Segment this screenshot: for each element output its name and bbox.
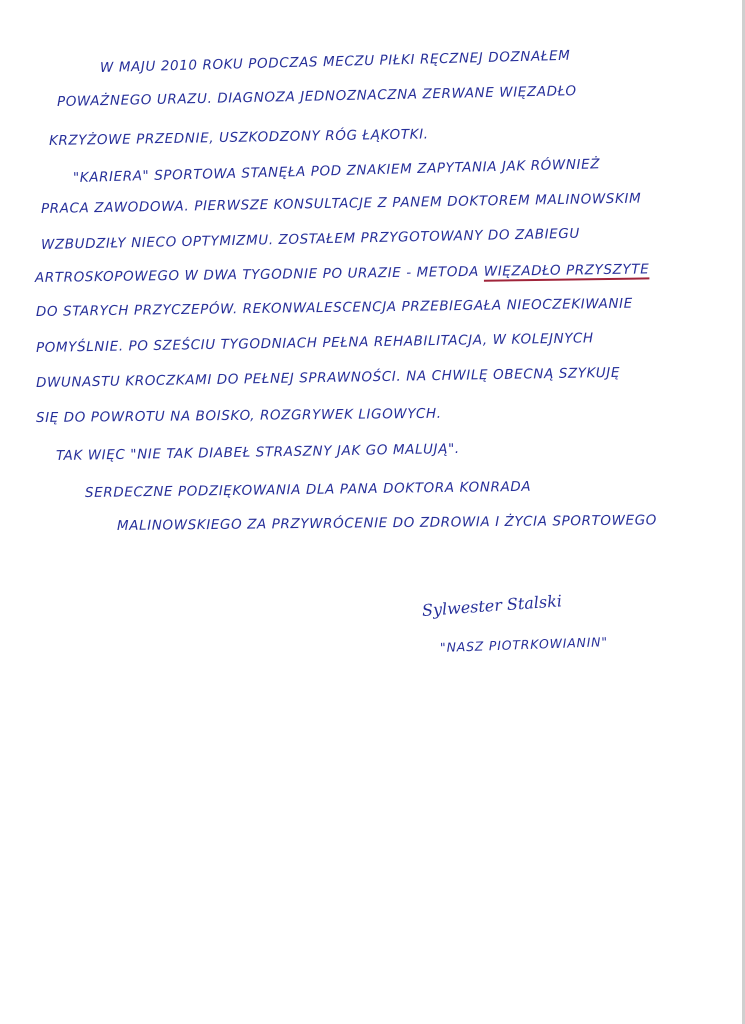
signature-nickname: "NASZ PIOTRKOWIANIN" [439,634,609,655]
letter-line-12: TAK WIĘC "NIE TAK DIABEŁ STRASZNY JAK GO MALUJĄ". [55,440,460,464]
letter-line-10: DWUNASTU KROCZKAMI DO PEŁNEJ SPRAWNOŚCI. NA CHWILĘ OBECNĄ SZYKUJĘ [35,364,621,391]
letter-line-13: SERDECZNE PODZIĘKOWANIA DLA PANA DOKTORA KONRADA [84,478,532,501]
letter-line-5: PRACA ZAWODOWA. PIERWSZE KONSULTACJE Z PANEM DOKTOREM MALINOWSKIM [40,190,642,217]
letter-line-7 [35,259,650,288]
letter-line-6: WZBUDZIŁY NIECO OPTYMIZMU. ZOSTAŁEM PRZYGOTOWANY DO ZABIEGU [40,225,581,253]
letter-line-3: KRZYŻOWE PRZEDNIE, USZKODZONY RÓG ŁĄKOTKI. [48,126,429,149]
letter-line-4: "KARIERA" SPORTOWA STANĘŁA POD ZNAKIEM ZAPYTANIA JAK RÓWNIEŻ [72,156,601,186]
signature: Sylwester Stalski [421,591,563,620]
letter-line-1: W MAJU 2010 ROKU PODCZAS MECZU PIŁKI RĘCZNEJ DOZNAŁEM [99,47,571,76]
letter-line-2: POWAŻNEGO URAZU. DIAGNOZA JEDNOZNACZNA ZERWANE WIĘZADŁO [56,83,577,110]
letter-line-7-text: ARTROSKOPOWEGO W DWA TYGODNIE PO URAZIE - METODA [34,263,480,286]
letter-line-8-text: DO STARYCH PRZYCZEPÓW. REKONWALESCENCJA PRZEBIEGAŁA NIEOCZEKIWANIE [35,295,633,320]
letter-line-9: POMYŚLNIE. PO SZEŚCIU TYGODNIACH PEŁNA REHABILITACJA, W KOLEJNYCH [35,330,594,356]
letter-line-8 [36,294,633,322]
letter-line-11: SIĘ DO POWROTU NA BOISKO, ROZGRYWEK LIGOWYCH. [35,405,442,426]
underlined-phrase: WIĘZADŁO PRZYSZYTE [483,261,650,280]
letter-line-14: MALINOWSKIEGO ZA PRZYWRÓCENIE DO ZDROWIA I ŻYCIA SPORTOWEGO [116,512,658,534]
